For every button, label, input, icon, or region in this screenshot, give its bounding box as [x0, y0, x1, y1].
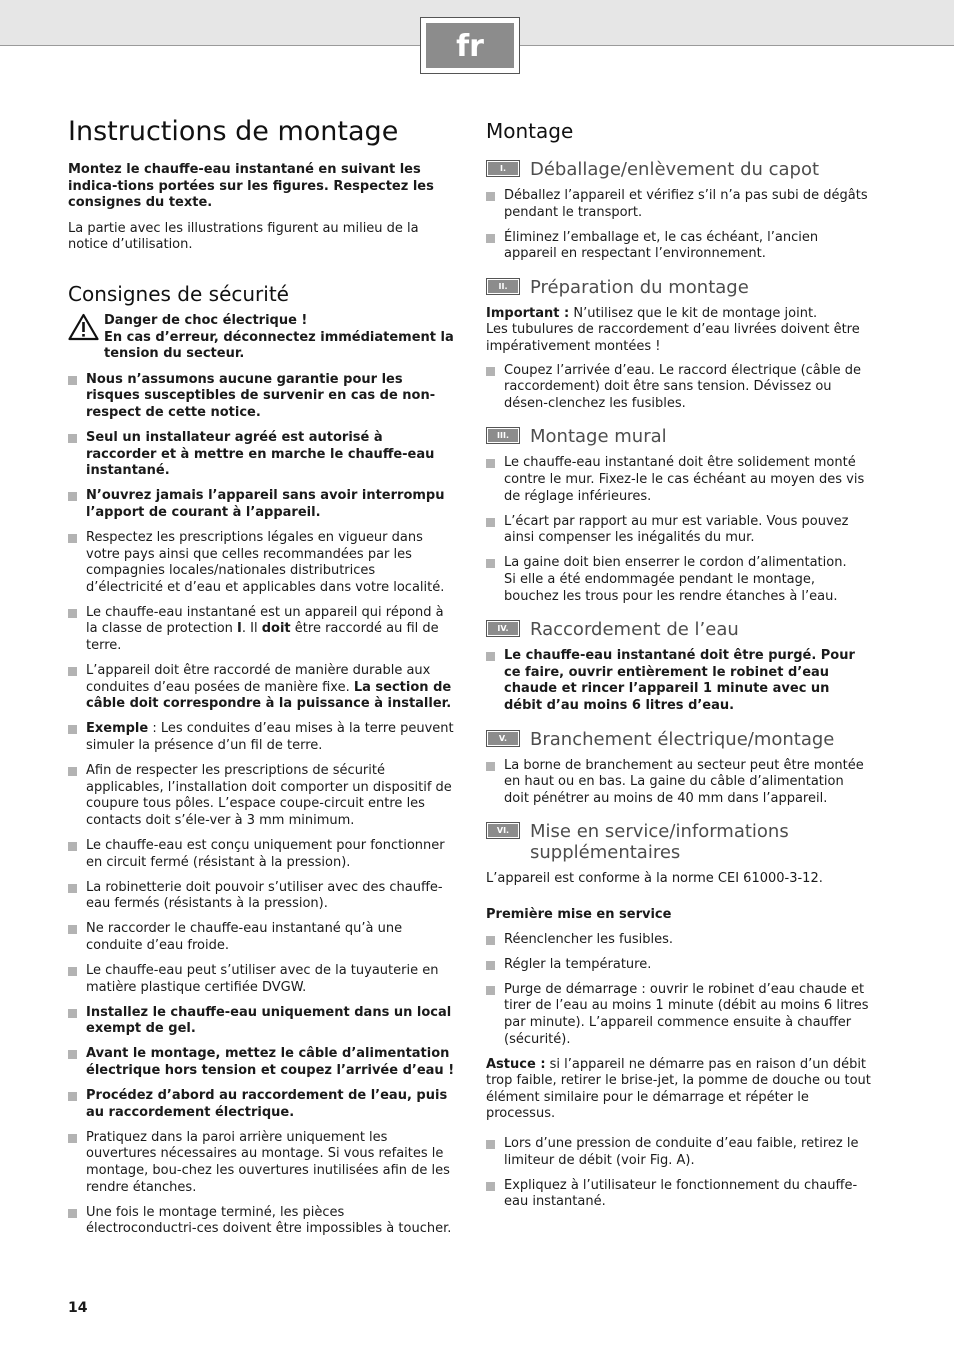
text: Important :: [486, 305, 570, 321]
section-6-list-2: [486, 1136, 872, 1211]
list-item: Afin de respecter les prescriptions de sécurité applicables, l’installation doit comporter un dispositif de coupure tous pôles. L’espace coupe-circuit entre les contacts doit s’éle-ver à 3 mm minimum.: [68, 763, 456, 829]
list-item: [68, 605, 456, 655]
section-number: II.: [488, 280, 518, 293]
section-title: Montage mural: [530, 426, 667, 448]
text: être raccordé au fil de terre.: [86, 621, 439, 654]
section-header-1: [486, 159, 872, 180]
section-title: Mise en service/informations supplémentaires: [530, 821, 789, 864]
text: La gaine doit bien enserrer le cordon d’alimentation.: [504, 555, 847, 571]
list-item: [68, 663, 456, 713]
warning-triangle-icon: [68, 313, 99, 341]
section-1-list: [486, 188, 872, 263]
list-item: Installez le chauffe-eau uniquement dans un local exempt de gel.: [68, 1005, 456, 1038]
list-item: Purge de démarrage : ouvrir le robinet d’eau chaude et tirer de l’eau au moins 1 minute (débit au moins 6 litres par minute). L’appareil commence ensuite à chauffer (sécurité).: [486, 982, 872, 1048]
note: Les tubulures de raccordement d’eau livrées doivent être impérativement montées !: [486, 322, 860, 355]
page-title: Instructions de montage: [68, 116, 399, 147]
list-item: Lors d’une pression de conduite d’eau faible, retirez le limiteur de débit (voir Fig. A).: [486, 1136, 872, 1169]
text: N’utilisez que le kit de montage joint.: [569, 305, 818, 321]
list-item: Réenclencher les fusibles.: [486, 932, 872, 949]
list-item: Nous n’assumons aucune garantie pour les risques susceptibles de survenir en cas de non-respect de cette notice.: [68, 372, 456, 422]
section-number: I.: [488, 162, 518, 175]
intro-normal: La partie avec les illustrations figurent au milieu de la notice d’utilisation.: [68, 220, 419, 253]
section-3-list: [486, 455, 872, 605]
warning-line-1: Danger de choc électrique !: [104, 312, 308, 328]
list-item: [486, 555, 872, 605]
section-number-box: [486, 160, 520, 177]
list-item: Pratiquez dans la paroi arrière uniquement les ouvertures nécessaires au montage. Si vous refaites le montage, bou-chez les ouvertures inutilisées afin de les rendre étanches.: [68, 1130, 456, 1196]
section-title: Branchement électrique/montage: [530, 728, 835, 750]
section-number-box: [486, 730, 520, 747]
list-item: [68, 721, 456, 754]
list-item: La robinetterie doit pouvoir s’utiliser avec des chauffe-eau fermés (résistants à la pression).: [68, 880, 456, 913]
list-item: Le chauffe-eau est conçu uniquement pour fonctionner en circuit fermé (résistant à la pression).: [68, 838, 456, 871]
first-start-heading: Première mise en service: [486, 906, 672, 922]
section-4-list: [486, 648, 872, 714]
text: L’appareil doit être raccordé de manière durable aux conduites d’eau posées de manière fixe.: [86, 663, 431, 695]
safety-list: [68, 372, 456, 1238]
important-note: [486, 306, 872, 323]
section-title: Préparation du montage: [530, 276, 749, 298]
text: Exemple: [86, 721, 149, 737]
intro-bold: Montez le chauffe-eau instantané en suivant les indica-tions portées sur les figures. Respectez les consignes du texte.: [68, 162, 434, 211]
list-item: Le chauffe-eau peut s’utiliser avec de la tuyauterie en matière plastique certifiée DVGW.: [68, 963, 456, 996]
list-item: N’ouvrez jamais l’appareil sans avoir interrompu l’apport de courant à l’appareil.: [68, 488, 456, 521]
list-item: Déballez l’appareil et vérifiez s’il n’a pas subi de dégâts pendant le transport.: [486, 188, 872, 221]
list-item: Coupez l’arrivée d’eau. Le raccord électrique (câble de raccordement) doit être sans tension. Dévissez ou désen-clenchez les fusibles.: [486, 363, 872, 413]
section-header-3: [486, 426, 872, 447]
warning-line-2: En cas d’erreur, déconnectez immédiatement la tension du secteur.: [104, 329, 454, 362]
text: I: [237, 621, 242, 637]
conformity-note: L’appareil est conforme à la norme CEI 61000-3-12.: [486, 871, 823, 887]
list-item: La borne de branchement au secteur peut être montée en haut ou en bas. La gaine du câble d’alimentation doit pénétrer au moins de 40 mm dans l’appareil.: [486, 758, 872, 808]
text: La section de câble doit correspondre à la puissance à installer.: [86, 679, 452, 712]
section-5-list: [486, 758, 872, 808]
left-column: [68, 162, 456, 1246]
list-item: L’écart par rapport au mur est variable. Vous pouvez ainsi compenser les inégalités du mur.: [486, 514, 872, 547]
list-item: Expliquez à l’utilisateur le fonctionnement du chauffe-eau instantané.: [486, 1178, 872, 1211]
section-title: Déballage/enlèvement du capot: [530, 159, 820, 180]
section-number-box: [486, 278, 520, 295]
list-item: Une fois le montage terminé, les pièces électroconductri-ces doivent être impossibles à toucher.: [68, 1205, 456, 1238]
section-title: Raccordement de l’eau: [530, 619, 739, 641]
montage-heading: Montage: [486, 119, 574, 143]
list-item: Le chauffe-eau instantané doit être solidement monté contre le mur. Fixez-le le cas échéant au moyen des vis de réglage inférieures.: [486, 455, 872, 505]
language-code: fr: [426, 23, 514, 68]
page-number: 14: [68, 1300, 88, 1316]
section-number: IV.: [488, 622, 518, 635]
list-item: Le chauffe-eau instantané doit être purgé. Pour ce faire, ouvrir entièrement le robinet d’eau chaude et rincer l’appareil 1 minute avec un débit d’au moins 6 litres d’eau.: [486, 648, 872, 714]
list-item: Procédez d’abord au raccordement de l’eau, puis au raccordement électrique.: [68, 1088, 456, 1121]
list-item: Respectez les prescriptions légales en vigueur dans votre pays ainsi que celles recommandées par les compagnies locales/nationales distributrices d’électricité et d’eau et applicables dans votre localité.: [68, 530, 456, 596]
section-header-2: [486, 277, 872, 298]
section-number: III.: [488, 429, 518, 442]
section-number-box: [486, 620, 520, 637]
text: Astuce :: [486, 1056, 546, 1072]
section-header-5: [486, 729, 872, 750]
list-item: Seul un installateur agréé est autorisé à raccorder et à mettre en marche le chauffe-eau instantané.: [68, 430, 456, 480]
electric-warning: [68, 313, 456, 363]
section-header-4: [486, 619, 872, 640]
list-item: Avant le montage, mettez le câble d’alimentation électrique hors tension et coupez l’arrivée d’eau !: [68, 1046, 456, 1079]
text: si l’appareil ne démarre pas en raison d’un débit trop faible, retirer le brise-jet, la pomme de douche ou tout élément similaire pour le démarrage et répéter le processus.: [486, 1056, 871, 1122]
text: Si elle a été endommagée pendant le montage, bouchez les trous pour les rendre étanches à l’eau.: [504, 572, 838, 604]
section-number: V.: [488, 732, 518, 745]
list-item: Régler la température.: [486, 957, 872, 974]
text: doit: [261, 621, 291, 637]
language-badge: [420, 17, 520, 74]
text: . Il: [241, 621, 262, 637]
section-2-list: [486, 363, 872, 413]
section-number: VI.: [488, 824, 518, 837]
section-header-6: [486, 821, 872, 863]
section-number-box: [486, 427, 520, 444]
section-number-box: [486, 822, 520, 839]
right-column: [486, 119, 872, 1219]
safety-heading: Consignes de sécurité: [68, 281, 289, 306]
list-item: Ne raccorder le chauffe-eau instantané qu’à une conduite d’eau froide.: [68, 921, 456, 954]
text: Le chauffe-eau instantané est un appareil qui répond à la classe de protection: [86, 604, 444, 637]
tip: [486, 1057, 872, 1123]
list-item: Éliminez l’emballage et, le cas échéant, l’ancien appareil en respectant l’environnement.: [486, 230, 872, 263]
text: : Les conduites d’eau mises à la terre peuvent simuler la présence d’un fil de terre.: [86, 721, 454, 754]
section-6-list: [486, 932, 872, 1049]
